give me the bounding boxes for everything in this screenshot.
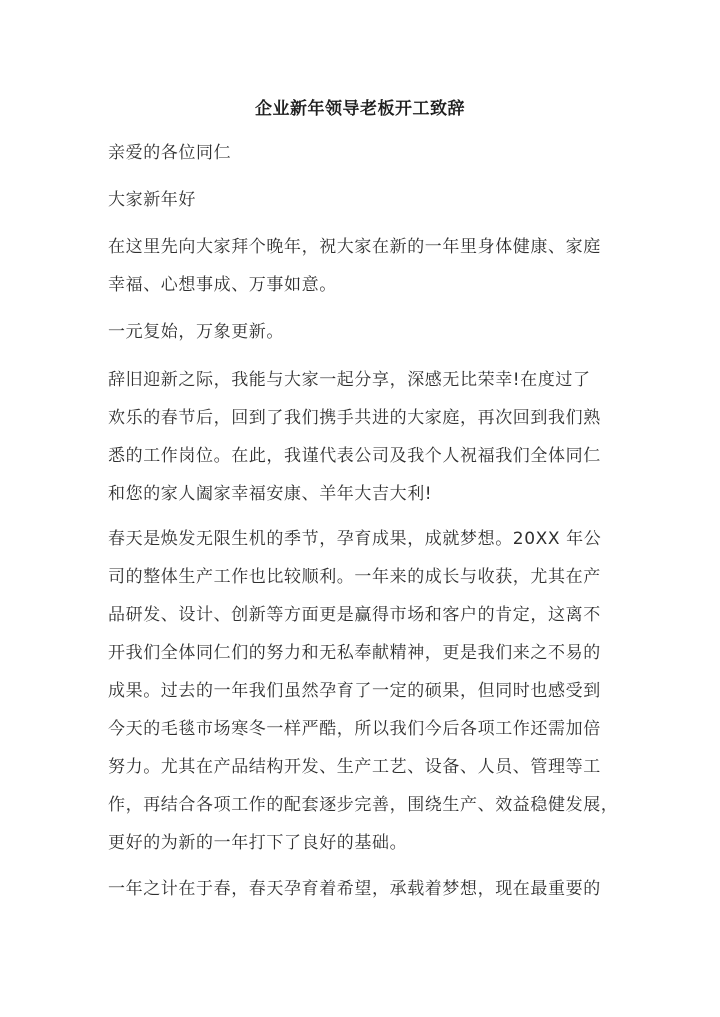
paragraph-line: 努力。尤其在产品结构开发、生产工艺、设备、人员、管理等工 [108, 757, 601, 777]
greeting [108, 134, 618, 172]
paragraph-line: 在这里先向大家拜个晚年，祝大家在新的一年里身体健康、家庭 [108, 237, 601, 257]
salutation-line: 大家新年好 [108, 190, 196, 210]
paragraph-line: 一年之计在于春，春天孕育着希望，承载着梦想，现在最重要的 [108, 879, 601, 899]
paragraph-line: 更好的为新的一年打下了良好的基础。 [108, 833, 408, 853]
paragraph-line: 今天的毛毯市场寒冬一样严酷，所以我们今后各项工作还需加倍 [108, 719, 601, 739]
greeting-line: 亲爱的各位同仁 [108, 143, 232, 163]
paragraph-line: 辞旧迎新之际，我能与大家一起分享，深感无比荣幸!在度过了 [108, 370, 591, 390]
paragraph-line: 悉的工作岗位。在此，我谨代表公司及我个人祝福我们全体同仁 [108, 446, 601, 466]
salutation [108, 181, 618, 219]
paragraph-line: 作，再结合各项工作的配套逐步完善，围绕生产、效益稳健发展， [108, 795, 619, 815]
paragraph-farewell-old-year [108, 361, 618, 513]
paragraph-line: 欢乐的春节后，回到了我们携手共进的大家庭，再次回到我们熟 [108, 408, 601, 428]
paragraph-line: 成果。过去的一年我们虽然孕育了一定的硕果，但同时也感受到 [108, 681, 601, 701]
paragraph-spring-achievements [108, 520, 618, 862]
paragraph-line: 春天是焕发无限生机的季节，孕育成果，成就梦想。20XX 年公 [108, 529, 602, 549]
paragraph-year-plan [108, 870, 618, 908]
paragraph-line: 和您的家人阖家幸福安康、羊年大吉大利! [108, 484, 433, 504]
paragraph-line: 品研发、设计、创新等方面更是赢得市场和客户的肯定，这离不 [108, 605, 601, 625]
paragraph-line: 开我们全体同仁们的努力和无私奉献精神，更是我们来之不易的 [108, 643, 601, 663]
document-title: 企业新年领导老板开工致辞 [255, 99, 465, 119]
paragraph-renewal [108, 313, 618, 351]
paragraph-line: 司的整体生产工作也比较顺利。一年来的成长与收获，尤其在产 [108, 567, 601, 587]
paragraph-new-year-wishes [108, 228, 618, 304]
paragraph-line: 幸福、心想事成、万事如意。 [108, 275, 337, 295]
paragraph-line: 一元复始，万象更新。 [108, 322, 284, 342]
